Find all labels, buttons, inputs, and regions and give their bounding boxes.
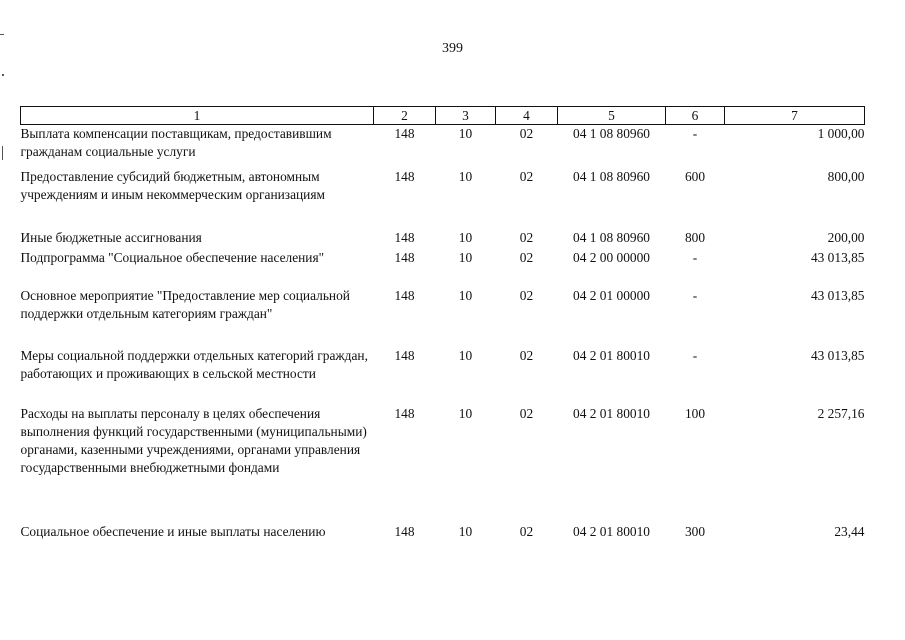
row-name: Меры социальной поддержки отдельных категорий граждан, работающих и проживающих в сельской местности	[20, 347, 368, 381]
row-col-2: 148	[394, 229, 415, 245]
row-col-6: 100	[684, 405, 706, 421]
row-col-3: 10	[458, 229, 473, 245]
table-row	[21, 249, 865, 287]
row-name: Подпрограмма "Социальное обеспечение населения"	[20, 249, 325, 265]
row-col-5: 04 2 01 80010	[573, 347, 650, 363]
row-col-5: 04 2 00 00000	[573, 249, 650, 265]
row-col-5: 04 1 08 80960	[573, 229, 650, 245]
row-col-4: 02	[519, 287, 534, 303]
row-col-2: 148	[394, 347, 415, 363]
row-name: Социальное обеспечение и иные выплаты населению	[20, 523, 326, 539]
row-name: Выплата компенсации поставщикам, предоставившим гражданам социальные услуги	[20, 126, 332, 159]
budget-table	[20, 106, 865, 543]
table-row	[21, 229, 865, 249]
column-header-5: 5	[558, 107, 666, 125]
row-col-5: 04 2 01 80010	[573, 405, 650, 421]
table-row	[21, 405, 865, 523]
table-row	[21, 287, 865, 347]
row-col-7: 2 257,16	[817, 405, 865, 421]
row-col-7: 800,00	[827, 168, 865, 184]
row-col-4: 02	[519, 168, 534, 184]
row-col-2: 148	[394, 168, 415, 184]
row-name: Предоставление субсидий бюджетным, автономным учреждениям и иным некоммерческим организациям	[20, 168, 325, 202]
row-col-2: 148	[394, 126, 415, 141]
row-col-6: -	[692, 126, 698, 141]
row-name: Расходы на выплаты персоналу в целях обеспечения выполнения функций государственными (муниципальными) органами, казенными учреждениями, органами управления государственными внебюджетными фондами	[20, 405, 367, 475]
row-col-7: 1 000,00	[817, 126, 865, 141]
row-col-5: 04 2 01 80010	[573, 523, 650, 539]
table-row	[21, 125, 865, 168]
row-col-6: -	[692, 287, 698, 303]
table-header-row	[21, 107, 865, 125]
row-col-7: 43 013,85	[810, 347, 865, 363]
row-col-4: 02	[519, 229, 534, 245]
row-col-6: -	[692, 249, 698, 265]
row-col-7: 23,44	[834, 523, 865, 539]
row-col-5: 04 2 01 00000	[573, 287, 650, 303]
column-header-7: 7	[725, 107, 865, 125]
row-col-4: 02	[519, 405, 534, 421]
column-header-2: 2	[374, 107, 436, 125]
row-col-5: 04 1 08 80960	[573, 126, 650, 141]
row-col-6: -	[692, 347, 698, 363]
row-col-5: 04 1 08 80960	[573, 168, 650, 184]
row-col-7: 200,00	[827, 229, 865, 245]
margin-tick-mark	[0, 34, 4, 35]
row-col-6: 300	[684, 523, 706, 539]
column-header-3: 3	[436, 107, 496, 125]
margin-dot-mark	[2, 74, 4, 76]
row-name: Иные бюджетные ассигнования	[20, 229, 202, 245]
row-col-2: 148	[394, 405, 415, 421]
row-col-3: 10	[458, 523, 473, 539]
row-col-3: 10	[458, 287, 473, 303]
row-col-2: 148	[394, 287, 415, 303]
row-col-3: 10	[458, 249, 473, 265]
table-row	[21, 347, 865, 405]
table-row	[21, 523, 865, 543]
row-col-3: 10	[458, 405, 473, 421]
column-header-4: 4	[496, 107, 558, 125]
column-header-1: 1	[21, 107, 374, 125]
table-row	[21, 168, 865, 229]
row-col-4: 02	[519, 126, 534, 141]
row-col-6: 600	[684, 168, 706, 184]
row-col-3: 10	[458, 126, 473, 141]
row-col-7: 43 013,85	[810, 287, 865, 303]
row-col-2: 148	[394, 523, 415, 539]
row-col-7: 43 013,85	[810, 249, 865, 265]
row-col-4: 02	[519, 523, 534, 539]
row-col-4: 02	[519, 347, 534, 363]
row-col-3: 10	[458, 168, 473, 184]
row-name: Основное мероприятие "Предоставление мер социальной поддержки отдельным категориям граждан"	[20, 287, 350, 321]
row-col-2: 148	[394, 249, 415, 265]
row-col-3: 10	[458, 347, 473, 363]
column-header-6: 6	[666, 107, 725, 125]
margin-bar-mark	[2, 146, 3, 160]
page-number: 399	[442, 41, 463, 56]
row-col-4: 02	[519, 249, 534, 265]
row-col-6: 800	[684, 229, 706, 245]
